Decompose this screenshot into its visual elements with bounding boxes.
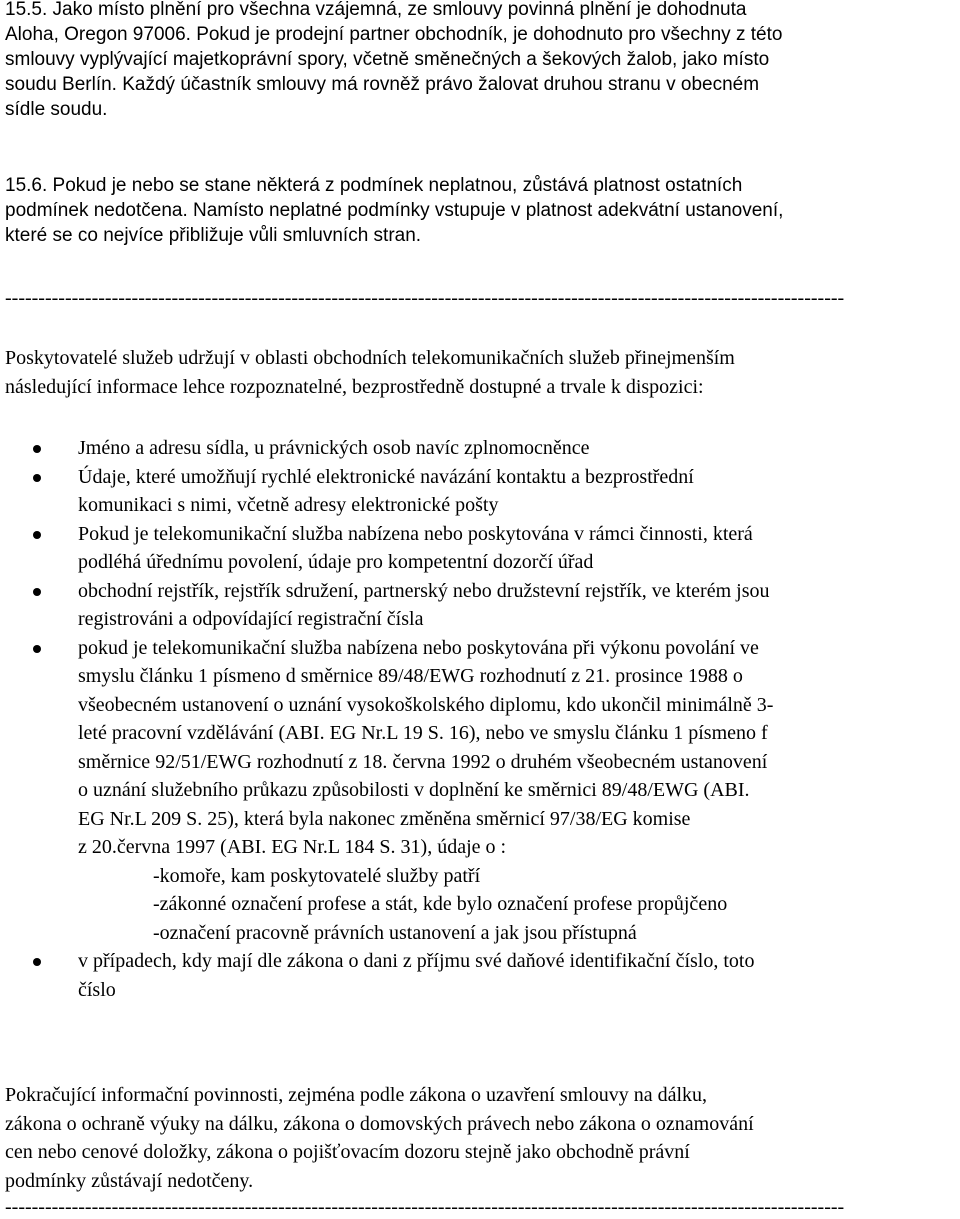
list-item: [0, 520, 960, 577]
text-line: o uznání služebního průkazu způsobilosti v doplnění ke směrnici 89/48/EWG (ABI.: [78, 779, 750, 801]
text-line: cen nebo cenové doložky, zákona o pojišťovacím dozoru stejně jako obchodně právní: [5, 1141, 690, 1163]
section-15-5-paragraph: [5, 0, 957, 122]
list-item: [0, 634, 960, 948]
list-item: [0, 463, 960, 520]
bullet-dot: [33, 588, 41, 596]
bullet-dot: [33, 958, 41, 966]
text-line: registrováni a odpovídající registrační čísla: [78, 608, 424, 630]
bullet-dot: [33, 645, 41, 653]
text-line: následující informace lehce rozpoznatelné, bezprostředně dostupné a trvale k dispozici:: [5, 375, 704, 398]
text-line: leté pracovní vzdělávání (ABI. EG Nr.L 19 S. 16), nebo ve smyslu článku 1 písmeno f: [78, 722, 768, 744]
text-line: obchodní rejstřík, rejstřík sdružení, partnerský nebo družstevní rejstřík, ve kterém jsou: [78, 579, 770, 602]
separator-line: ------------------------------------------------------------------------------------------------------------------------------: [5, 287, 845, 309]
bullet-dot: [33, 474, 41, 482]
text-line: komunikaci s nimi, včetně adresy elektronické pošty: [78, 494, 499, 516]
text-line: Pokračující informační povinnosti, zejména podle zákona o uzavření smlouvy na dálku,: [5, 1084, 708, 1106]
text-line: z 20.června 1997 (ABI. EG Nr.L 184 S. 31), údaje o :: [78, 836, 507, 858]
closing-paragraph: [5, 1081, 957, 1195]
bullet-dot: [33, 445, 41, 453]
text-line: v případech, kdy mají dle zákona o dani z příjmu své daňové identifikační číslo, toto: [78, 950, 755, 972]
separator-line: ------------------------------------------------------------------------------------------------------------------------------: [5, 1196, 845, 1218]
text-line: podléhá úřednímu povolení, údaje pro kompetentní dozorčí úřad: [78, 551, 594, 573]
text-line: 15.5. Jako místo plnění pro všechna vzájemná, ze smlouvy povinná plnění je dohodnuta: [5, 0, 747, 20]
text-line: smlouvy vyplývající majetkoprávní spory, včetně směnečných a šekových žalob, jako místo: [5, 49, 770, 70]
text-line: směrnice 92/51/EWG rozhodnutí z 18. června 1992 o druhém všeobecném ustanovení: [78, 750, 768, 773]
bullet-dot: [33, 531, 41, 539]
text-line: podmínek nedotčena. Namísto neplatné podmínky vstupuje v platnost adekvátní ustanovení,: [5, 200, 784, 221]
section-15-6-paragraph: [5, 173, 957, 248]
text-line: zákona o ochraně výuky na dálku, zákona o domovských právech nebo zákona o oznamování: [5, 1112, 754, 1135]
text-line: všeobecném ustanovení o uznání vysokoškolského diplomu, kdo ukončil minimálně 3-: [78, 693, 774, 716]
sub-item-line: -komoře, kam poskytovatelé služby patří: [153, 864, 481, 887]
text-line: EG Nr.L 209 S. 25), která byla nakonec změněna směrnicí 97/38/EG komise: [78, 807, 691, 830]
text-line: 15.6. Pokud je nebo se stane některá z podmínek neplatnou, zůstává platnost ostatních: [5, 175, 743, 196]
text-line: které se co nejvíce přibližuje vůli smluvních stran.: [5, 225, 422, 246]
text-line: Poskytovatelé služeb udržují v oblasti obchodních telekomunikačních služeb přinejmenším: [5, 347, 735, 369]
text-line: podmínky zůstávají nedotčeny.: [5, 1169, 254, 1192]
text-line: smyslu článku 1 písmeno d směrnice 89/48/EWG rozhodnutí z 21. prosince 1988 o: [78, 665, 743, 687]
intro-paragraph: [5, 344, 957, 401]
text-line: Jméno a adresu sídla, u právnických osob navíc zplnomocněnce: [78, 437, 590, 459]
text-line: číslo: [78, 978, 116, 1001]
list-item: [0, 577, 960, 634]
list-item: [0, 947, 960, 1004]
sub-item-line: -označení pracovně právních ustanovení a jak jsou přístupná: [153, 921, 637, 944]
text-line: sídle soudu.: [5, 99, 108, 120]
text-line: pokud je telekomunikační služba nabízena nebo poskytována při výkonu povolání ve: [78, 636, 759, 659]
text-line: Pokud je telekomunikační služba nabízena nebo poskytována v rámci činnosti, která: [78, 522, 753, 545]
text-line: soudu Berlín. Každý účastník smlouvy má rovněž právo žalovat druhou stranu v obecném: [5, 74, 760, 95]
bullet-list: [0, 434, 960, 1004]
list-item: [0, 434, 960, 463]
sub-item-line: -zákonné označení profese a stát, kde bylo označení profese propůjčeno: [153, 893, 728, 915]
text-line: Údaje, které umožňují rychlé elektronické navázání kontaktu a bezprostřední: [78, 465, 694, 488]
text-line: Aloha, Oregon 97006. Pokud je prodejní partner obchodník, je dohodnuto pro všechny z této: [5, 24, 783, 45]
